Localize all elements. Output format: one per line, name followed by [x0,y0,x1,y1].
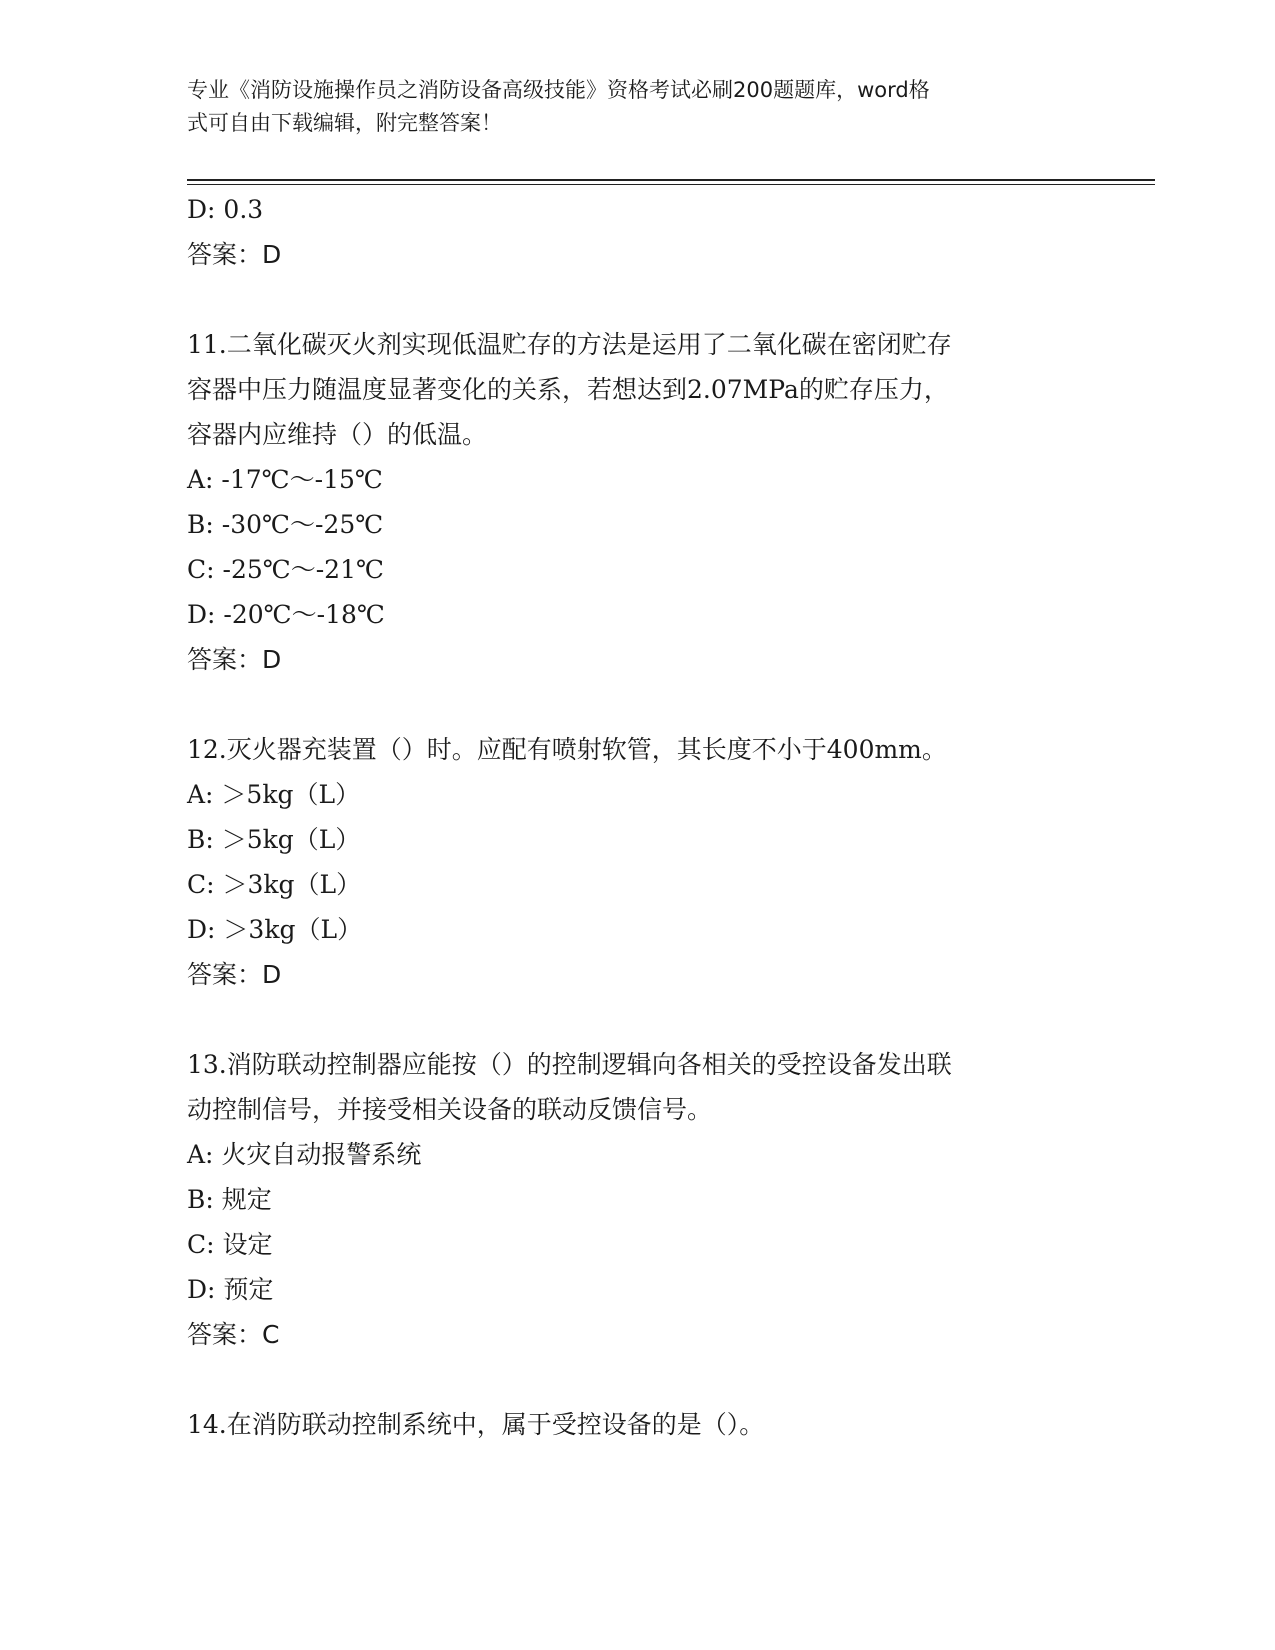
q12-option-b: B: ＞5kg（L） [187,825,361,854]
q11-option-d: D: -20℃～-18℃ [187,600,385,629]
q14-stem-line-1: 14.在消防联动控制系统中，属于受控设备的是（）。 [187,1410,765,1439]
q12-stem-line-1: 12.灭火器充装置（）时。应配有喷射软管，其长度不小于400mm。 [187,735,947,764]
q12-answer: 答案：D [187,960,282,989]
q11-option-c: C: -25℃～-21℃ [187,555,384,584]
q13-stem-line-2: 动控制信号，并接受相关设备的联动反馈信号。 [187,1095,713,1124]
q13-option-a: A: 火灾自动报警系统 [187,1140,422,1169]
q11-option-a: A: -17℃～-15℃ [187,465,383,494]
document-header [187,74,1067,140]
q11-stem-line-2: 容器中压力随温度显著变化的关系，若想达到2.07MPa的贮存压力， [187,375,949,404]
q13-stem-line-1: 13.消防联动控制器应能按（）的控制逻辑向各相关的受控设备发出联 [187,1050,952,1079]
prev-option-d: D: 0.3 [187,195,264,224]
q13-option-c: C: 设定 [187,1230,273,1259]
header-line-1: 专业《消防设施操作员之消防设备高级技能》资格考试必刷200题题库，word格 [187,78,930,102]
q12-option-c: C: ＞3kg（L） [187,870,362,899]
q13-answer: 答案：C [187,1320,280,1349]
q11-answer: 答案：D [187,645,282,674]
q11-stem-line-3: 容器内应维持（）的低温。 [187,420,488,449]
q13-option-d: D: 预定 [187,1275,274,1304]
prev-answer: 答案：D [187,240,282,269]
header-line-2: 式可自由下载编辑，附完整答案！ [187,111,502,135]
header-divider-thin [187,184,1155,185]
q13-option-b: B: 规定 [187,1185,272,1214]
q12-option-a: A: ＞5kg（L） [187,780,361,809]
q11-stem-line-1: 11.二氧化碳灭火剂实现低温贮存的方法是运用了二氧化碳在密闭贮存 [187,330,952,359]
header-divider-thick [187,179,1155,181]
q12-option-d: D: ＞3kg（L） [187,915,363,944]
q11-option-b: B: -30℃～-25℃ [187,510,384,539]
